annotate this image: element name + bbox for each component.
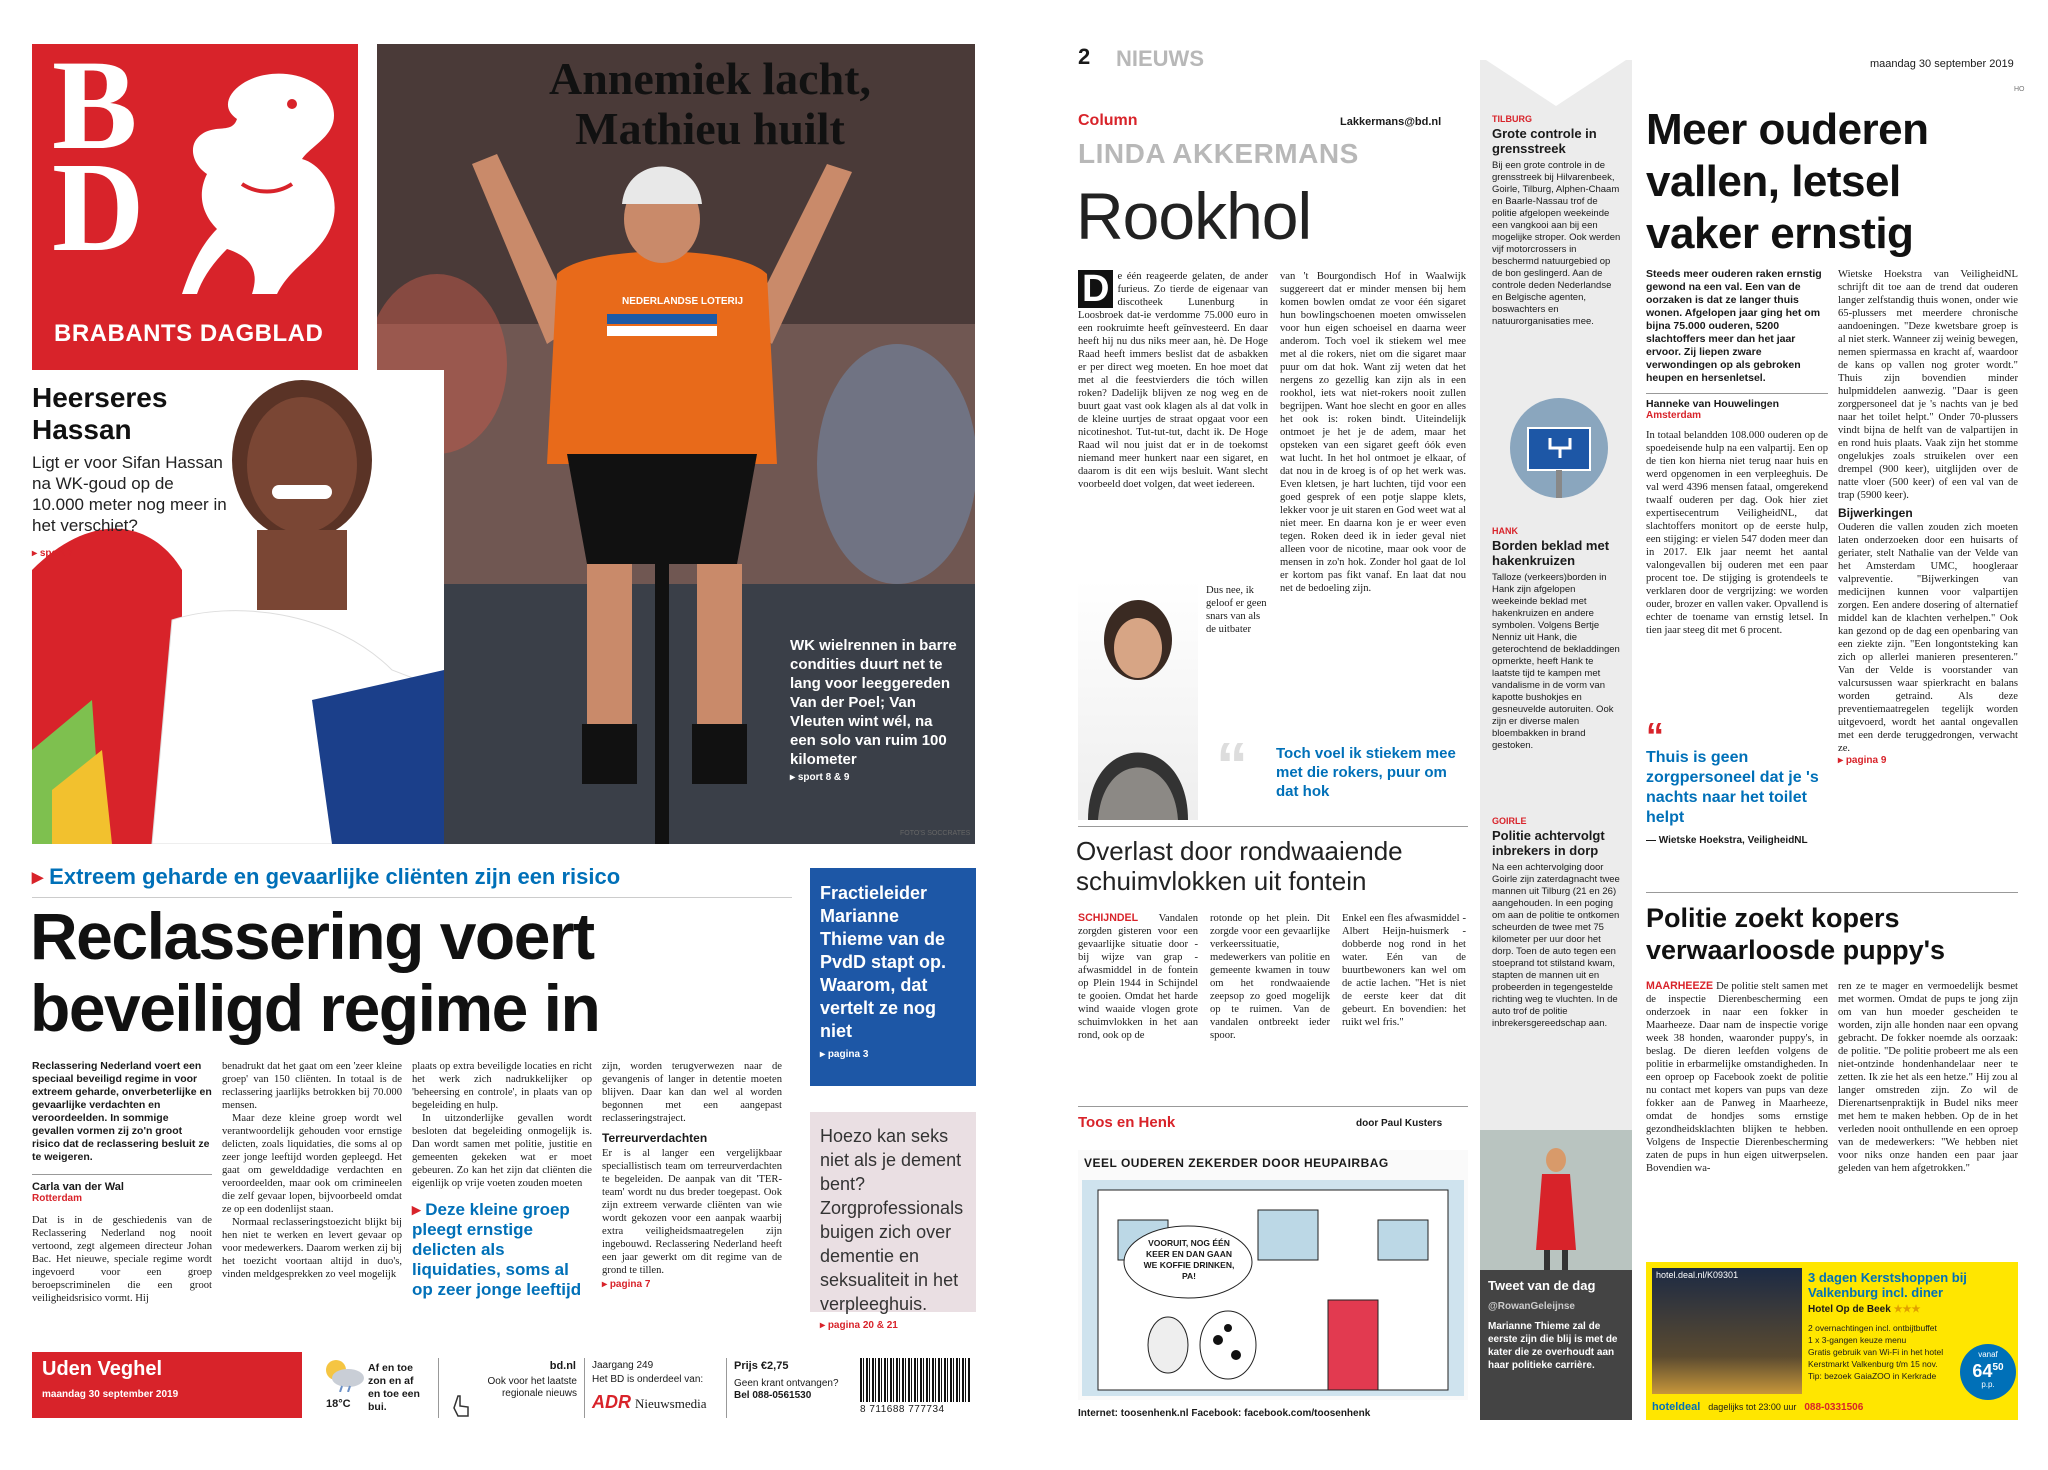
- tweet-handle[interactable]: @RowanGeleijnse: [1488, 1301, 1575, 1312]
- fontein-headline[interactable]: Overlast door rondwaaiende schuimvlokken uit fontein: [1076, 836, 1403, 896]
- barcode-number: 8 711688 777734: [860, 1404, 945, 1415]
- jaargang: Jaargang 249: [592, 1360, 654, 1371]
- lead-headline[interactable]: Reclassering voert beveiligd regime in: [30, 899, 600, 1045]
- lead-intro-column: [32, 1060, 212, 1305]
- fontein-col1: SCHIJNDEL Vandalen zorgden gisteren voor een gevaarlijke situatie door - bij wijze van grap - afwasmiddel in de fontein op Plein 1944 in Schijndel te gooien. Omdat het harde wind waaide vlogen grote schuimvlokken in het aan rond, ook op de: [1078, 912, 1198, 1041]
- ouderen-ref[interactable]: ▸ pagina 9: [1838, 755, 1887, 766]
- sidebar-tilburg: TILBURG Grote controle in grensstreek Bij een grote controle in de grensstreek bij Hilvarenbeek, Goirle, Tilburg, Alphen-Chaam en Baarle-Nassau trof de politie afgelopen weekeinde een vangkooi aan bij een mogelijke stroper. Ook werden vijf motorcrossers in beschermd natuurgebied op de bon geslingerd. Aan de controle deden Nederlandse en Belgische agenten, boswachters en natuurorganisaties mee.: [1492, 114, 1621, 327]
- hassan-ref[interactable]: ▸ sport 7: [32, 548, 74, 559]
- hoteldeal-ad[interactable]: [1646, 1262, 2018, 1420]
- ad-title: 3 dagen Kerstshoppen bij Valkenburg incl. diner: [1808, 1270, 1967, 1300]
- weather-icon: [318, 1356, 368, 1397]
- lead-column-3: plaats op extra beveiligde locaties en richt het werk zich nadrukkelijker op 'beheersing en controle', in plaats van op begeleiding en hulp. In uitzonderlijke gevallen wordt besloten dat begeleiding onmogelijk is. Dan wordt samen met politie, justitie en gemeenten gekeken wat er moet gebeuren. Zo kan het zijn dat cliënten die eigenlijk op vrije voeten zouden moeten ▸ Deze kleine groep pleegt ernstige delicten als liquidaties, soms al op zeer jonge leeftijd: [412, 1061, 592, 1299]
- section-name: NIEUWS: [1116, 46, 1204, 71]
- page-corner: HO: [2014, 86, 2025, 93]
- edition-name: Uden Veghel: [42, 1358, 163, 1380]
- ouderen-quote: “ Thuis is geen zorgpersoneel dat je 's nachts naar het toilet helpt — Wietske Hoekstra, VeiligheidNL: [1646, 715, 1819, 846]
- ad-price-badge: vanaf $64^{50}$ p.p.: [1960, 1344, 2016, 1400]
- column-col1b: Dus nee, ik geloof er geen snars van als de uitbater: [1206, 585, 1267, 635]
- thieme-box[interactable]: [810, 868, 976, 1086]
- news-page: [1040, 0, 2048, 1470]
- tweet-photo: [1480, 1130, 1632, 1270]
- column-email[interactable]: Lakkermans@bd.nl: [1340, 116, 1442, 128]
- adr-logo: ADR Nieuwsmedia: [592, 1392, 707, 1412]
- comic-title: VEEL OUDEREN ZEKERDER DOOR HEUPAIRBAG: [1084, 1156, 1389, 1170]
- ad-phone: 088-0331506: [1804, 1401, 1864, 1413]
- edition-date: maandag 30 september 2019: [42, 1389, 179, 1400]
- comic-panel: [1078, 1150, 1468, 1400]
- dementie-ref: ▸ pagina 20 & 21: [820, 1320, 898, 1331]
- column-pullquote: Toch voel ik stiekem mee met die rokers, puur om dat hok: [1276, 745, 1456, 800]
- edition-bar: [32, 1352, 302, 1418]
- lead-place: Rotterdam: [32, 1193, 83, 1204]
- lead-column-4: zijn, worden terugverwezen naar de gevangenis of langer in detentie moeten blijven. Daar kan dan wel al worden begonnen met een aangepast reclasseringstraject. Terreurverdachten Er is al langer een vergelijkbaar speciallistisch team om terreurverdachten te begeleiden. De aanpak van dit 'TER-team' wordt nu dus breder toegepast. Ook zijn extreem verwarde cliënten van wie wordt gekozen voor een aanpak waarbij extra veiligheidsmaatregelen zijn ingebouwd. Reclassering Nederland heeft een jaar gewerkt om dit regime van de grond te tillen. ▸ pagina 7: [602, 1061, 782, 1290]
- page-number: 2: [1078, 44, 1091, 69]
- ouderen-headline[interactable]: Meer ouderen vallen, letsel vaker ernstig: [1646, 105, 1929, 258]
- lion-emblem: [182, 64, 347, 304]
- tweet-text: Marianne Thieme zal de eerste zijn die blij is met de kater die ze overhoudt aan haar politieke carrière.: [1488, 1321, 1618, 1371]
- lead-kicker: ▸ Extreem geharde en gevaarlijke cliënten zijn een risico: [32, 864, 621, 889]
- photo-credit: FOTO'S SOCCRATES: [900, 830, 971, 837]
- drop-cap: D: [1078, 270, 1113, 308]
- ad-footer: [1652, 1398, 2014, 1416]
- weather-temp: 18°C: [326, 1398, 351, 1410]
- logo-name: BRABANTS DAGBLAD: [54, 320, 324, 347]
- price: Prijs €2,75: [734, 1360, 789, 1372]
- lead-column-2: benadrukt dat het gaat om een 'zeer kleine groep' van 150 cliënten. In totaal is de reclassering jaarlijks betrokken bij 70.000 mensen. Maar deze kleine groep wordt wel verantwoordelijk gehouden voor ernstige delicten, zoals liquidaties, die soms al op zeer jonge leeftijd worden gepleegd. Het gaat om gewelddadige verdachten en veroordeelden, maar ook om crimineelen die zelf gevaar lopen, bijvoorbeeld omdat ze op een dodenlijst staan. Normaal reclasseringstoezicht blijkt bij hen niet te werken en levert gevaar op voor medewerkers. Daarom werken zij bij het toezicht voortaan altijd in duo's, vinden meldgesprekken zo veel mogelijk: [222, 1061, 402, 1280]
- front-page: [0, 0, 1010, 1470]
- barcode: [860, 1358, 970, 1402]
- column-title: Rookhol: [1076, 179, 1312, 253]
- sign-photo: [1510, 398, 1608, 498]
- ouderen-intro-column: Steeds meer ouderen raken ernstig gewond na een val. Een van de oorzaken is dat ze langer thuis wonen. Afgelopen jaar ging het om bijna 75.000 ouderen, 5200 slachtoffers meer dan het jaar ervoor. Zij liepen zware verwondingen op als gebroken heupen en hersenletsel. Hanneke van Houwelingen Amsterdam In totaal belandden 108.000 ouderen op de spoedeisende hulp na een valpartij. Een op de tien kon hierna niet terug naar huis en werd opgenomen in een verpleeghuis. De val werd 4396 mensen fataal, omgerekend twaalf ouderen per dag. Ook hier ziet expertisecentrum VeiligheidNL, dat slachtoffers monitort op de eerste hulp, een stijging: er vielen 547 doden meer dan in 2017. Elk jaar neemt het aantal valongevallen bij ouderen met een paar procent toe. De stijging is grotendeels te verklaren door de vergrijzing: we worden ouder, brozer en vallen vaker. Opvallend is echter de toename van ernstig letsel. In tien jaar steeg dit met 6 procent.: [1646, 268, 1828, 636]
- puppy-col1: MAARHEEZE De politie stelt samen met de inspectie Dierenbescherming een onderzoek in naar een fokker in Maarheeze. Daar nam de inspectie vorige week 38 honden, waaronder puppy's, in beslag. De dieren leefden volgens de politie in erbarmelijke omstandigheden. In een oproep op Facebook zoekt de politie nu contact met kopers van pups van deze fokker aan de Panweg in Maarheeze, omdat de hondjes soms ernstige gezondheidsklachten blijken te hebben. Volgens de Inspectie Dierenbescherming zaten de pups in hun eigen uitwerpselen. Bovendien wa-: [1646, 980, 1829, 1174]
- ad-brand: hoteldeal: [1652, 1401, 1701, 1413]
- thieme-ref: ▸ pagina 3: [820, 1049, 869, 1060]
- sidebar-hank: HANK Borden beklad met hakenkruizen Talloze (verkeers)borden in Hank zijn afgelopen weekeinde beklad met hakenkruizen en andere symbolen. Volgens Bertje Nenniz uit Hank, die geterochtend de bekladdingen opmerkte, heeft Hank te laatste tijd te kampen met vandalisme in de vorm van kapotte bushokjes en gesneuvelde autoruiten. Ook zijn er diverse malen bloembakken in brand gestoken.: [1492, 526, 1620, 751]
- jersey-text: NEDERLANDSE LOTERIJ: [622, 296, 744, 307]
- column-col1: D e één reageerde gelaten, de ander furieus. Zo tierde de eigenaar van discotheek Lunenburg in Loosbroek dat-ie verdomme 75.000 euro in een rookruimte heeft geïnvesteerd. En daar heeft hij nu dus niks meer aan, hè. De Hoge Raad heeft immers beslist dat de asbakken er per direct weg moeten. En hoe moet dat met al die feestvierders die tóch willen roken? Dadelijk blijven ze nog weg en de buurt gaat vast ook klagen als al dat volk in de kleine uurtjes de straat opgaat voor een nicotineshot. Tut-tut-tut, dacht ik. De Hoge Raad wil nou juist dat er in de toekomst niemand meer hunkert naar een sigaret, en daarom is dit een wijs besluit. Want slecht voorbeeld doet volgen, dat weet iedereen.: [1078, 268, 1268, 490]
- no-paper: Geen krant ontvangen?: [734, 1378, 839, 1389]
- site-text: Ook voor het laatste regionale nieuws: [487, 1376, 577, 1399]
- comic-bubble: VOORUIT, NOG ÉÉN KEER EN DAN GAAN WE KOFFIE DRINKEN, PA!: [1143, 1238, 1235, 1281]
- wk-teaser: WK wielrennen in barre condities duurt net te lang voor leeggereden Van der Poel; Van Vleuten wint wél, na een solo van ruim 100 kilometer: [790, 637, 957, 768]
- lead-col1: Dat is in de geschiedenis van de Reclassering Nederland nog nooit vertoond, zegt algemeen directeur Johan Bac. Het nieuwe, speciale regime wordt ingevoerd voor een groep beroepscriminelen die een groot veiligheidsrisico vormt. Hij: [32, 1215, 212, 1304]
- tweet-title: Tweet van de dag: [1488, 1278, 1596, 1293]
- ad-bullets: 2 overnachtingen incl. ontbijtbuffet 1 x 3-gangen keuze menu Gratis gebruik van Wi-Fi in het hotel Kerstmarkt Valkenburg t/m 15 nov. Tip: bezoek GaiaZOO in Kerkrade: [1808, 1323, 1944, 1381]
- weather-text: Af en toe zon en af en toe een bui.: [368, 1362, 420, 1413]
- column-author: LINDA AKKERMANS: [1078, 138, 1359, 169]
- hassan-title[interactable]: Heerseres Hassan: [32, 382, 168, 445]
- thieme-text: Fractieleider Marianne Thieme van de PvdD stapt op. Waarom, dat vertelt ze nog niet: [820, 883, 947, 1041]
- lead-divider: [32, 897, 792, 898]
- sidebar-goirle: GOIRLE Politie achtervolgt inbrekers in dorp Na een achtervolging door Goirle zijn zaterdagnacht twee mannen uit Tilburg (21 en 26) aangehouden. In een poging om aan de politie te ontkomen scheurden de twee met 75 kilometer per uur door het dorp. Toen de auto tegen een stoeprand tot stilstand kwam, stapten de mannen uit en probeerden in tegengestelde richting weg te vluchten. In de auto trof de politie inbrekersgereedschap aan.: [1492, 816, 1620, 1029]
- puppy-col2: ren ze te mager en vermoedelijk besmet met wormen. Omdat de pups te jong zijn om van hun moeder gescheiden te worden, zijn alle honden naar een opvang gebracht. De fokker noemde als oorzaak: de politie. "De politie probeert me als een niet-ontzinde hondenhandelaar neer te zetten. Ik zie het als een hetze." Hij zou al langer omstreden zijn. Zo wil de Dierenartsenpraktijk in Budel niks meer met hem te maken hebben. Op de in het verleden nooit onthullende en een oproep van de medewerkers: "We hebben niet voor niks onze handen een paar jaar geleden van hem afgetrokken.": [1838, 981, 2018, 1174]
- dementie-box[interactable]: [810, 1112, 976, 1331]
- lead-intro: Reclassering Nederland voert een speciaal beveiligd regime in voor extreem geharde, onverbeterlijke en gevaarlijke verdachten en veroordeelden. In sommige gevallen vormen zij zo'n groot risico dat de reclassering besluit ze te weigeren.: [32, 1060, 212, 1163]
- puppy-headline[interactable]: Politie zoekt kopers verwaarloosde puppy's: [1646, 903, 1946, 965]
- column-col2: van 't Bourgondisch Hof in Waalwijk suggereert dat er minder mensen bij hem komen bowlen omdat ze voor één sigaret hun bowlingschoenen moeten omwisselen voor hun eigen schoeisel en daarna weer anderom. Toch voel ik stiekem wel mee met al die rokers, niet om die sigaret maar puur om dat hok. Want zij weten dat het nergens zo gezellig kan zijn als in een rookhol, iets wat niet-rokers nooit zullen begrijpen. Want hoe slecht en goor en alles het ook is: roken bindt. Uiteindelijk ontmoet je het je de adem, maar het opsteken van een sigaret geeft óók even wat lucht. In het hol ontmoet je elkaar, of dat nou in de kroeg is of op het werk was. Even kletsen, je hart luchten, tijd voor een goed gesprek of een potje slappe klets, lekker voor je uit staren en God weet wat al niet meer. En daarna kon je er weer even tegen. Roken deed ik in ieder geval niet alleen voor de nicotine, maar ook voor de mensen in zo'n hok. Zonder hol gaat de lol er kortom pas fikt vanaf. En laat dat nou net de bedoeling zijn.: [1280, 271, 1466, 594]
- site-name[interactable]: bd.nl: [549, 1360, 576, 1372]
- column-label: Column: [1078, 112, 1138, 129]
- author-photo: [1078, 580, 1198, 820]
- lead-pullquote: ▸ Deze kleine groep pleegt ernstige delicten als liquidaties, soms al op zeer jonge leeftijd: [412, 1200, 582, 1299]
- bd-logo[interactable]: [32, 34, 358, 370]
- comic-author: door Paul Kusters: [1356, 1118, 1443, 1129]
- fontein-col3: Enkel een fles afwasmiddel - Albert Heijn-huismerk - dobberde nog rond in het water. Eén van de buurtbewoners kan wel om de actie lachen. "Het is niet de eerste keer dat dit gebeurt. En bovendien: het ruikt wel fris.": [1342, 913, 1466, 1028]
- comic-label: Toos en Henk: [1078, 1114, 1176, 1131]
- lead-author: Carla van der Wal: [32, 1181, 124, 1193]
- fontein-place: SCHIJNDEL: [1078, 912, 1139, 924]
- quote-mark: “: [1216, 729, 1248, 801]
- adr-text: Het BD is onderdeel van:: [592, 1374, 704, 1385]
- ad-hotel: Hotel Op de Beek ★★★: [1808, 1304, 1921, 1315]
- tweet-box: [1480, 1270, 1632, 1420]
- lead-subhead: Terreurverdachten: [602, 1131, 708, 1145]
- fontein-col2: rotonde op het plein. Dit zorgde voor een gevaarlijke verkeerssituatie, medewerkers van politie en gemeente kwamen in touw om het rondwaaiende zeepsop zo goed mogelijk op te ruimen. Van de vandalen ontbreekt ieder spoor.: [1210, 913, 1330, 1041]
- ouderen-col2: Wietske Hoekstra van VeiligheidNL schrijft dit toe aan de trend dat ouderen langer zelfstandig thuis wonen, onder wie 65-plussers met meerdere chronische aandoeningen. "Deze kwetsbare groep is al niet sterk. Wanneer zij weinig bewegen, nemen spiermassa en kracht af, waardoor de kans op vallen nog groter wordt." Thuis zijn bovendien minder hulpmiddelen aanwezig. "Daar is geen zorgpersoneel dat je 's nachts van je bed naar het toilet helpt." Onder 70-plussers vindt bijna de helft van de valpartijen in en rond huis plaats. Vaak zijn het stomme ongelukjes zoals struikelen over een drempel (900 keer), uitglijden over de natte vloer (500 keer) of een val van de trap (5900 keer). Bijwerkingen Ouderen die vallen zouden zich moeten laten onderzoeken door een huisarts of geriater, stelt Nathalie van der Velde van het Amsterdam UMC, hoogleraar valpreventie. "Bijwerkingen van medicijnen kunnen voor valpartijen zorgen. Een andere dosering of alternatief middel kan de klachten verhelpen." Ook kan gezond op de dag een openbaring van een ziekte zijn. "Een longontsteking kan zich op allerlei manieren presenteren." Van der Velde is voorstander van valcursussen waar spierkracht en balans worden getraind. Als deze preventiemaatregelen tegelijk worden uitgevoerd, wordt het aantal ongevallen met een derde teruggedrongen, verwacht ze. ▸ pagina 9: [1838, 269, 2018, 766]
- hassan-teaser: Ligt er voor Sifan Hassan na WK-goud op de 10.000 meter nog meer in het verschiet?: [32, 453, 227, 535]
- dementie-text: Hoezo kan seks niet als je dement bent? Zorgprofessionals buigen zich over dementie en seksualiteit in het verpleeghuis.: [820, 1126, 964, 1314]
- page-date: maandag 30 september 2019: [1870, 58, 2014, 70]
- comic-footer[interactable]: Internet: toosenhenk.nl Facebook: facebook.com/toosenhenk: [1078, 1408, 1371, 1419]
- ad-photo: hotel.deal.nl/K09301: [1652, 1268, 1802, 1394]
- ad-hours: dagelijks tot 23:00 uur: [1708, 1402, 1797, 1412]
- puppy-place: MAARHEEZE: [1646, 980, 1714, 992]
- phone: Bel 088-0561530: [734, 1390, 812, 1401]
- wk-ref[interactable]: ▸ sport 8 & 9: [790, 772, 850, 783]
- hero-headline[interactable]: Annemiek lacht, Mathieu huilt: [549, 53, 871, 154]
- lead-ref[interactable]: ▸ pagina 7: [602, 1279, 651, 1290]
- logo-letters: B D: [52, 34, 139, 278]
- hand-pointer-icon: [450, 1394, 474, 1423]
